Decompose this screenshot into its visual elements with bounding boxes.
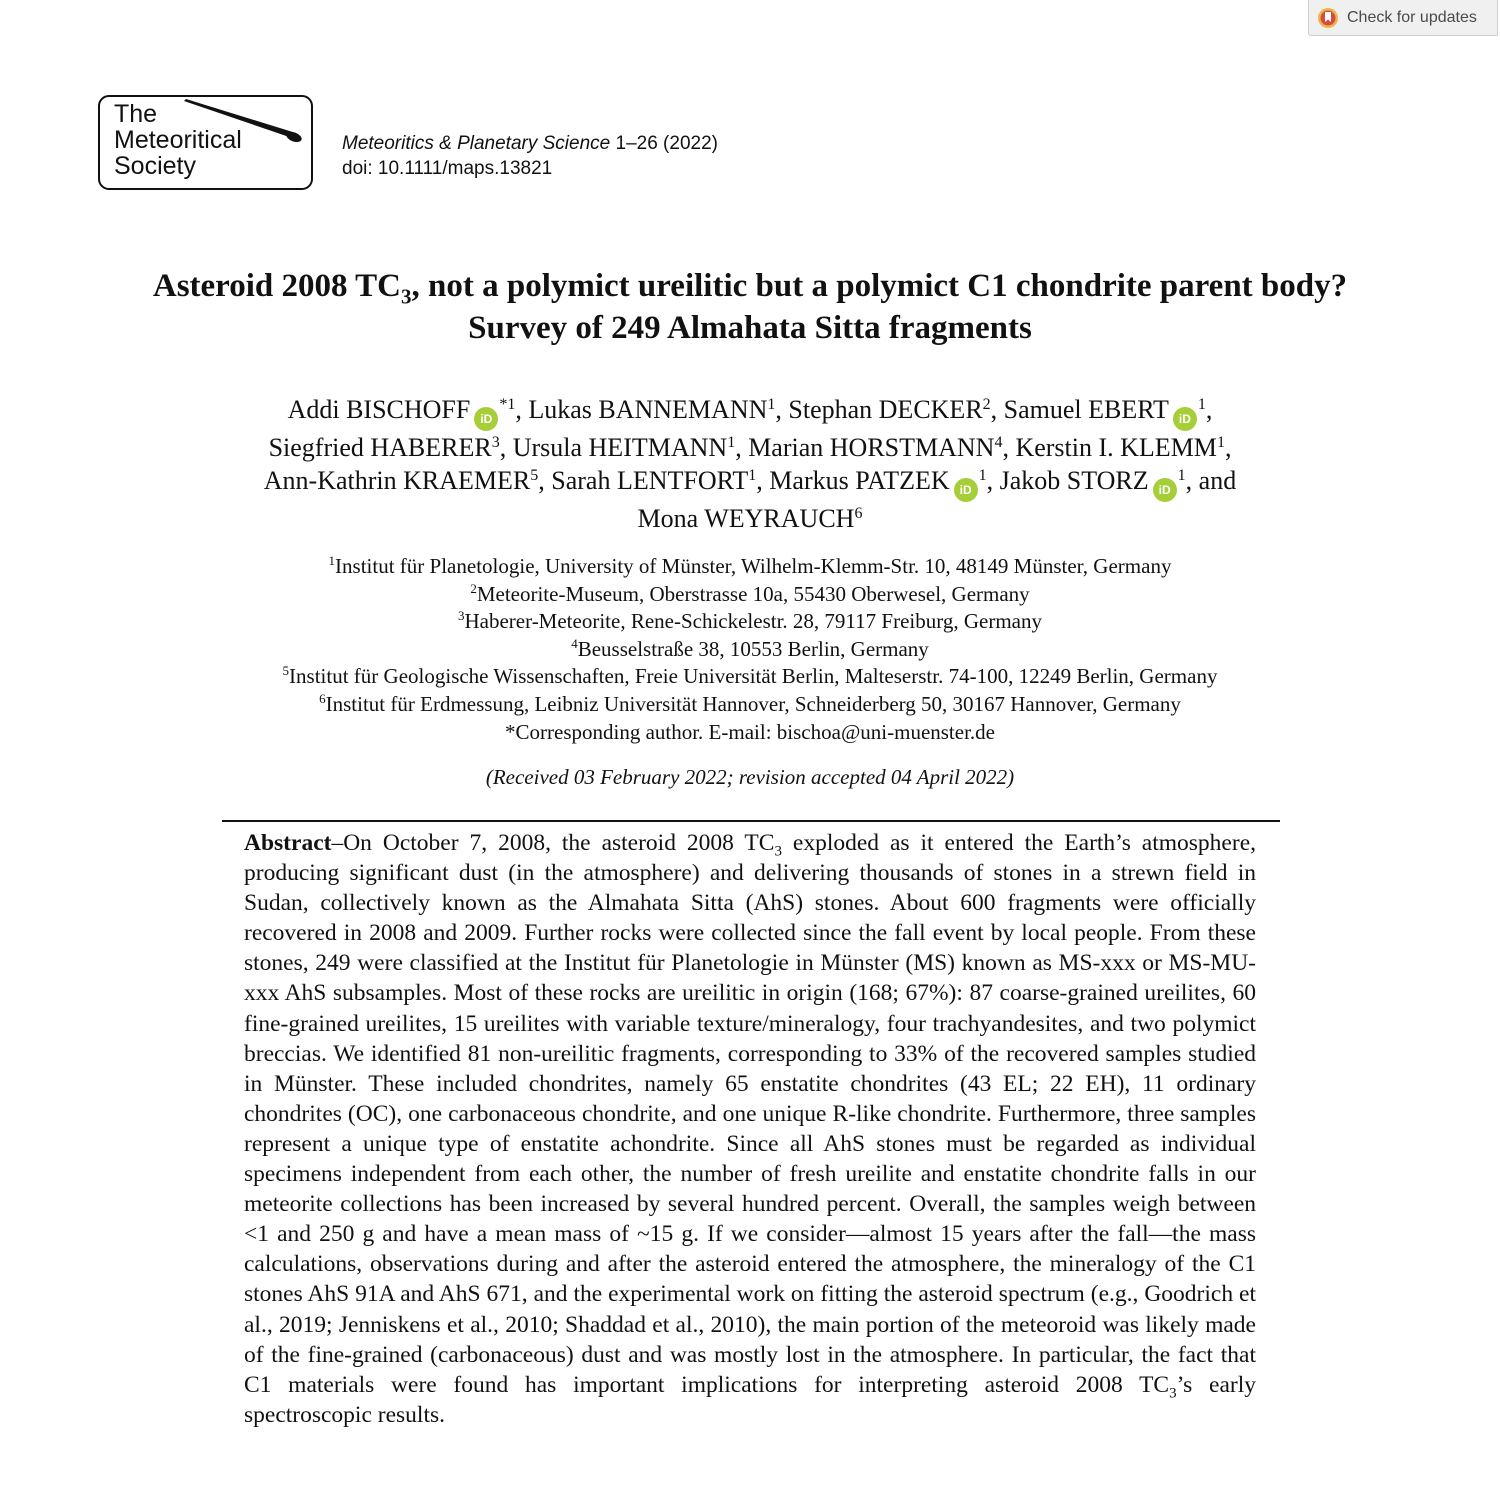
abstract-label: Abstract — [244, 830, 332, 856]
author-line-2 — [0, 431, 1500, 464]
affiliation-sup: 6 — [319, 690, 326, 706]
author-name: , Stephan DECKER — [775, 395, 983, 424]
title-part-2: , not a polymict ureilitic but a polymict C1 chondrite parent body? — [411, 268, 1348, 304]
logo-line-2: Meteoritical — [114, 126, 242, 154]
title-subscript: 3 — [401, 284, 412, 309]
author-name: Addi BISCHOFF — [287, 395, 471, 424]
author-affil-sup: 2 — [982, 396, 991, 413]
paper-title — [0, 265, 1500, 349]
affiliation-sup: 4 — [571, 635, 578, 651]
author-affil-sup: 1 — [727, 434, 736, 451]
abstract-text-2: exploded as it entered the Earth’s atmosphere, producing significant dust (in the atmosphere) and delivering thousands of stones in a strewn field in Sudan, collectively known as the Almahata Sitta (AhS) stones. About 600 fragments were officially recovered in 2008 and 2009. Further rocks were collected since the fall event by local people. From these stones, 249 were classified at the Institut für Planetologie in Münster (MS) known as MS-xxx or MS-MU-xxx AhS subsamples. Most of these rocks are ureilitic in origin (168; 67%): 87 coarse-grained ureilites, 60 fine-grained ureilites, 15 ureilites with variable texture/mineralogy, four trachyandesites, and two polymict breccias. We identified 81 non-ureilitic fragments, corresponding to 33% of the recovered samples studied in Münster. These included chondrites, namely 65 enstatite chondrites (43 EL; 22 EH), 11 ordinary chondrites (OC), one carbonaceous chondrite, and one unique R-like chondrite. Furthermore, three samples represent a unique type of enstatite achondrite. Since all AhS stones must be regarded as individual specimens independent from each other, the number of fresh ureilite and enstatite chondrite falls in our meteorite collections has been increased by several hundred percent. Overall, the samples weigh between <1 and 250 g and have a mean mass of ~15 g. If we consider—almost 15 years after the fall—the mass calculations, observations during and after the asteroid entered the atmosphere, the mineralogy of the C1 stones AhS 91A and AhS 671, and the experimental work on fitting the asteroid spectrum (e.g., Goodrich et al., 2019; Jenniskens et al., 2010; Shaddad et al., 2010), the main portion of the meteoroid was likely made of the fine-grained (carbonaceous) dust and was mostly lost in the atmosphere. In particular, the fact that C1 materials were found has important implications for interpreting asteroid 2008 TC — [244, 830, 1256, 1398]
author-affil-sup: 1 — [767, 396, 776, 413]
author-separator: , and — [1185, 466, 1237, 495]
author-affil-sup: 1 — [978, 467, 987, 484]
affiliation-3 — [0, 608, 1500, 636]
abstract-text-1: –On October 7, 2008, the asteroid 2008 TC — [331, 830, 775, 856]
author-name: Mona WEYRAUCH — [637, 504, 855, 533]
journal-name: Meteoritics & Planetary Science — [342, 133, 611, 154]
logo-text — [114, 101, 242, 179]
author-name: , Marian HORSTMANN — [735, 433, 995, 462]
title-line-2: Survey of 249 Almahata Sitta fragments — [468, 310, 1032, 346]
author-name: , Lukas BANNEMANN — [515, 395, 768, 424]
abstract-subscript: 3 — [774, 843, 782, 860]
affiliation-text: Institut für Planetologie, University of Münster, Wilhelm-Klemm-Str. 10, 48149 Münster, Germany — [335, 554, 1172, 578]
affiliation-text: Institut für Erdmessung, Leibniz Universität Hannover, Schneiderberg 50, 30167 Hannover, Germany — [325, 691, 1181, 716]
journal-doi: doi: 10.1111/maps.13821 — [342, 158, 553, 179]
author-affil-sup: 6 — [854, 505, 863, 522]
author-name: Ann-Kathrin KRAEMER — [263, 466, 531, 495]
affiliation-sup: 5 — [282, 663, 290, 679]
author-name: , Jakob STORZ — [986, 466, 1149, 495]
author-affil-sup: 3 — [491, 434, 500, 451]
affiliation-text: Institut für Geologische Wissenschaften, Freie Universität Berlin, Malteserstr. 74-100, 12249 Berlin, Germany — [289, 664, 1218, 689]
author-line-1 — [0, 393, 1500, 431]
author-name: Siegfried HABERER — [268, 433, 492, 462]
orcid-icon[interactable]: iD — [1153, 478, 1177, 502]
check-for-updates-label: Check for updates — [1347, 8, 1477, 26]
corresponding-author: *Corresponding author. E-mail: bischoa@uni-muenster.de — [505, 719, 995, 744]
orcid-icon[interactable]: iD — [1173, 407, 1197, 431]
affiliation-2 — [0, 581, 1500, 609]
author-affil-sup: 1 — [748, 467, 757, 484]
received-dates: (Received 03 February 2022; revision accepted 04 April 2022) — [485, 765, 1015, 789]
author-separator: , — [1224, 433, 1232, 462]
affiliation-sup: 1 — [328, 553, 336, 568]
author-affil-sup: 4 — [994, 434, 1003, 451]
author-name: , Samuel EBERT — [990, 395, 1169, 424]
author-name: , Ursula HEITMANN — [499, 433, 728, 462]
author-name: , Sarah LENTFORT — [538, 466, 749, 495]
affiliation-list — [0, 553, 1500, 746]
affiliation-sup: 2 — [470, 580, 477, 596]
author-affil-sup: *1 — [499, 396, 516, 413]
affiliation-5 — [0, 663, 1500, 691]
logo-line-1: The — [114, 100, 158, 128]
check-for-updates-button[interactable] — [1308, 0, 1498, 36]
abstract — [244, 828, 1256, 1430]
affiliation-text: Meteorite-Museum, Oberstrasse 10a, 55430 Oberwesel, Germany — [476, 581, 1030, 606]
author-name: , Kerstin I. KLEMM — [1002, 433, 1217, 462]
affiliation-sup: 3 — [458, 608, 465, 624]
orcid-icon[interactable]: iD — [954, 478, 978, 502]
author-affil-sup: 1 — [1177, 467, 1186, 484]
logo-line-3: Society — [114, 152, 196, 180]
affiliation-text: Haberer-Meteorite, Rene-Schickelestr. 28, 79117 Freiburg, Germany — [464, 609, 1042, 634]
author-list — [0, 393, 1500, 535]
author-affil-sup: 1 — [1216, 434, 1225, 451]
author-affil-sup: 5 — [530, 467, 539, 484]
title-part-1: Asteroid 2008 TC — [152, 268, 401, 304]
author-separator: , — [1205, 395, 1213, 424]
orcid-icon[interactable]: iD — [474, 407, 498, 431]
abstract-divider — [222, 820, 1280, 822]
author-affil-sup: 1 — [1197, 396, 1206, 413]
abstract-text-3: ’s early spectroscopic results. — [244, 1371, 1256, 1428]
author-line-4 — [0, 502, 1500, 535]
journal-info — [342, 131, 718, 181]
abstract-subscript: 3 — [1169, 1385, 1177, 1402]
crossmark-icon — [1317, 7, 1339, 29]
author-name: , Markus PATZEK — [756, 466, 950, 495]
affiliation-4 — [0, 636, 1500, 664]
affiliation-6 — [0, 691, 1500, 719]
affiliation-1 — [0, 553, 1500, 581]
affiliation-text: Beusselstraße 38, 10553 Berlin, Germany — [577, 636, 929, 661]
meteoritical-society-logo — [98, 95, 313, 190]
journal-citation — [342, 131, 718, 156]
journal-pages-year: 1–26 (2022) — [610, 133, 718, 154]
author-line-3 — [0, 464, 1500, 502]
